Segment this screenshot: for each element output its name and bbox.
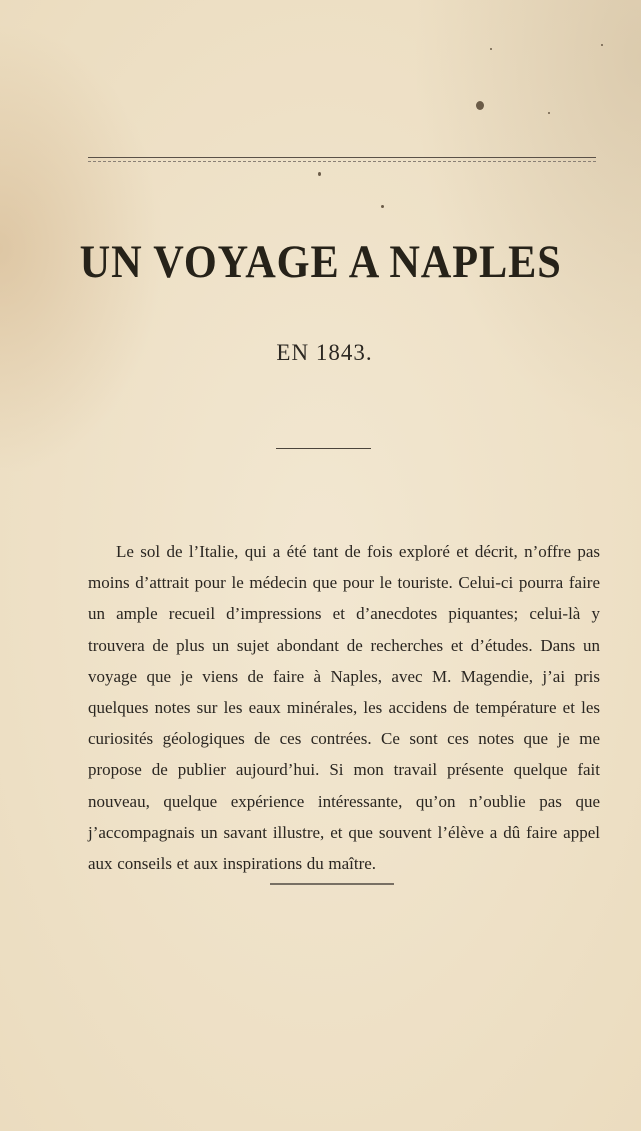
page-title: UN VOYAGE A NAPLES [79, 236, 562, 288]
ink-speck [548, 112, 550, 114]
ink-speck [381, 205, 384, 208]
ink-speck [476, 101, 484, 110]
page-subtitle: EN 1843. [276, 340, 373, 365]
top-rule [88, 157, 596, 162]
body-paragraph: Le sol de l’Italie, qui a été tant de fois exploré et décrit, n’offre pas moins d’attrait pour le médecin que pour le touriste. Celui-ci pourra faire un ample recueil d’impressions et d’anecdotes piquantes; celui-là y trouvera de plus un sujet abondant de recherches et d’études. Dans un voyage que je viens de faire à Naples, avec M. Magendie, j’ai pris quelques notes sur les eaux minérales, les accidens de température et les curiosités géologiques de ces contrées. Ce sont ces notes que je me propose de publier aujourd’hui. Si mon travail présente quelque fait nouveau, quelque expérience intéressante, qu’on n’oublie pas que j’accompagnais un savant illustre, et que souvent l’élève a dû faire appel aux conseils et aux inspirations du maître. [88, 542, 600, 874]
ink-speck [601, 44, 603, 46]
ink-speck [490, 48, 492, 50]
ink-speck [318, 172, 321, 176]
section-divider [276, 448, 371, 449]
end-rule [270, 883, 394, 885]
